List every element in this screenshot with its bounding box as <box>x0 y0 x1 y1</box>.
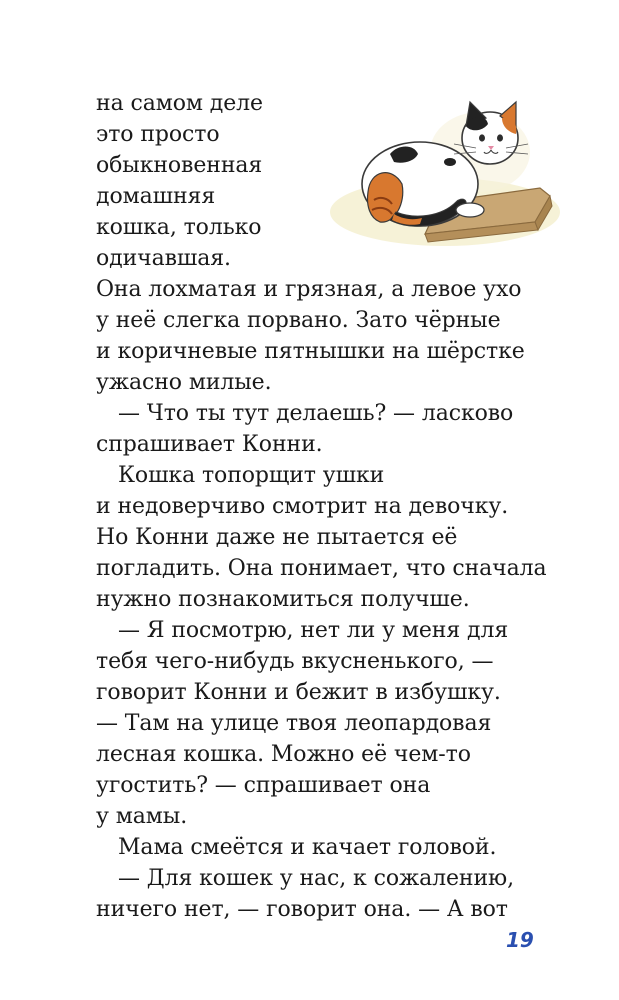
text-line: ужасно милые. <box>96 370 272 395</box>
text-line: нужно познакомиться получше. <box>96 587 470 612</box>
text-line: ничего нет, — говорит она. — А вот <box>96 897 508 922</box>
text-line: Но Конни даже не пытается её <box>96 525 458 550</box>
text-line: Мама смеётся и качает головой. <box>118 835 497 860</box>
text-line: — Для кошек у нас, к сожалению, <box>118 866 514 891</box>
text-line: лесная кошка. Можно её чем-то <box>96 742 471 767</box>
text-line: это просто <box>96 122 220 147</box>
text-line: — Там на улице твоя леопардовая <box>96 711 492 736</box>
text-line: и недоверчиво смотрит на девочку. <box>96 494 509 519</box>
text-line: Кошка топорщит ушки <box>118 463 385 488</box>
text-line: и коричневые пятнышки на шёрстке <box>96 339 525 364</box>
text-line: спрашивает Конни. <box>96 432 323 457</box>
text-line: говорит Конни и бежит в избушку. <box>96 680 501 705</box>
text-line: у неё слегка порвано. Зато чёрные <box>96 308 501 333</box>
text-line: у мамы. <box>96 804 188 829</box>
text-line: Она лохматая и грязная, а левое ухо <box>96 277 522 302</box>
text-line: домашняя <box>96 184 216 209</box>
text-line: одичавшая. <box>96 246 231 271</box>
text-line: на самом деле <box>96 91 263 116</box>
text-line: — Что ты тут делаешь? — ласково <box>118 401 514 426</box>
cat-illustration <box>330 92 560 252</box>
page-number: 19 <box>506 928 534 952</box>
text-line: угостить? — спрашивает она <box>96 773 431 798</box>
text-line: кошка, только <box>96 215 262 240</box>
text-line: погладить. Она понимает, что сначала <box>96 556 547 581</box>
text-line: — Я посмотрю, нет ли у меня для <box>118 618 509 643</box>
text-line: тебя чего-нибудь вкусненького, — <box>96 649 494 674</box>
text-line: обыкновенная <box>96 153 263 178</box>
